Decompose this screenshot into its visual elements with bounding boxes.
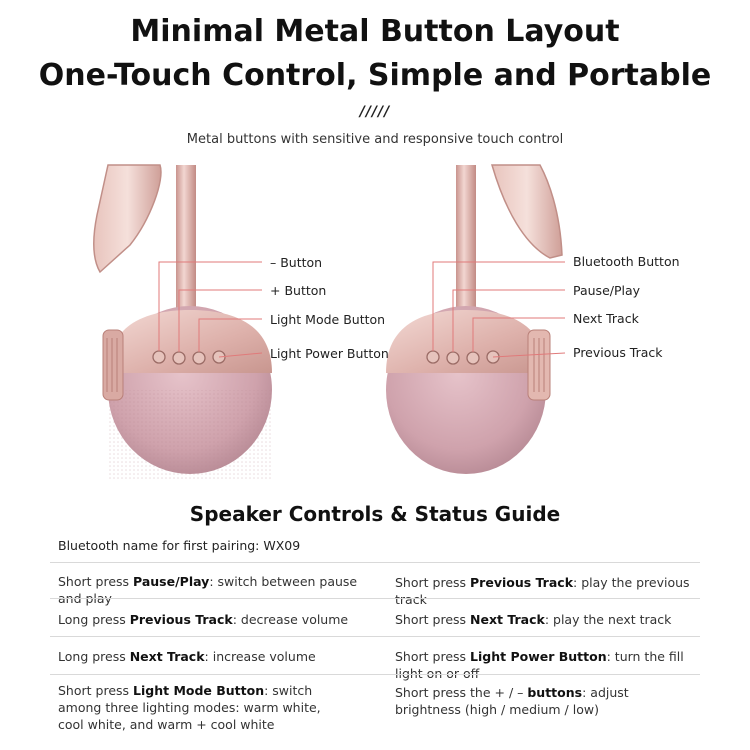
left-minus-button-icon (153, 351, 165, 363)
title-line-1: Minimal Metal Button Layout (130, 14, 620, 49)
right-next-track-button-icon (467, 352, 479, 364)
guide-title: Speaker Controls & Status Guide (189, 502, 561, 526)
label-previous-track: Previous Track (573, 345, 663, 360)
bluetooth-name: Bluetooth name for first pairing: WX09 (58, 538, 301, 553)
left-speaker (94, 165, 272, 480)
label-minus-button: – Button (270, 255, 323, 270)
table-cell: Short press Previous Track: play the previous track (395, 575, 690, 607)
left-light-mode-button-icon (193, 352, 205, 364)
table-cell: Short press the + / – buttons: adjust brightness (high / medium / low) (395, 685, 629, 717)
table-cell: Long press Previous Track: decrease volume (58, 612, 349, 627)
title-divider: ///// (359, 104, 391, 120)
table-cell: Short press Next Track: play the next track (395, 612, 672, 627)
right-speaker (386, 165, 565, 474)
right-bluetooth-button-icon (427, 351, 439, 363)
table-cell: Short press Pause/Play: switch between pause and play (58, 574, 358, 606)
label-plus-button: + Button (270, 283, 327, 298)
table-cell: Short press Light Power Button: turn the fill light on or off (395, 649, 684, 681)
label-pause-play: Pause/Play (573, 283, 641, 298)
right-pause-play-button-icon (447, 352, 459, 364)
table-row (50, 598, 700, 637)
label-light-mode-button: Light Mode Button (270, 312, 386, 327)
table-row (50, 674, 700, 739)
title-line-2: One-Touch Control, Simple and Portable (38, 58, 712, 93)
subtitle: Metal buttons with sensitive and responsive touch control (186, 132, 564, 147)
table-row (50, 636, 700, 681)
table-row (50, 562, 700, 607)
table-cell: Long press Next Track: increase volume (58, 649, 316, 664)
left-plus-button-icon (173, 352, 185, 364)
label-bluetooth-button: Bluetooth Button (573, 254, 680, 269)
label-light-power-button: Light Power Button (270, 346, 389, 361)
label-next-track: Next Track (573, 311, 639, 326)
table-cell: Short press Light Mode Button: switch among three lighting modes: warm white, cool white, and warm + cool white (58, 683, 321, 732)
